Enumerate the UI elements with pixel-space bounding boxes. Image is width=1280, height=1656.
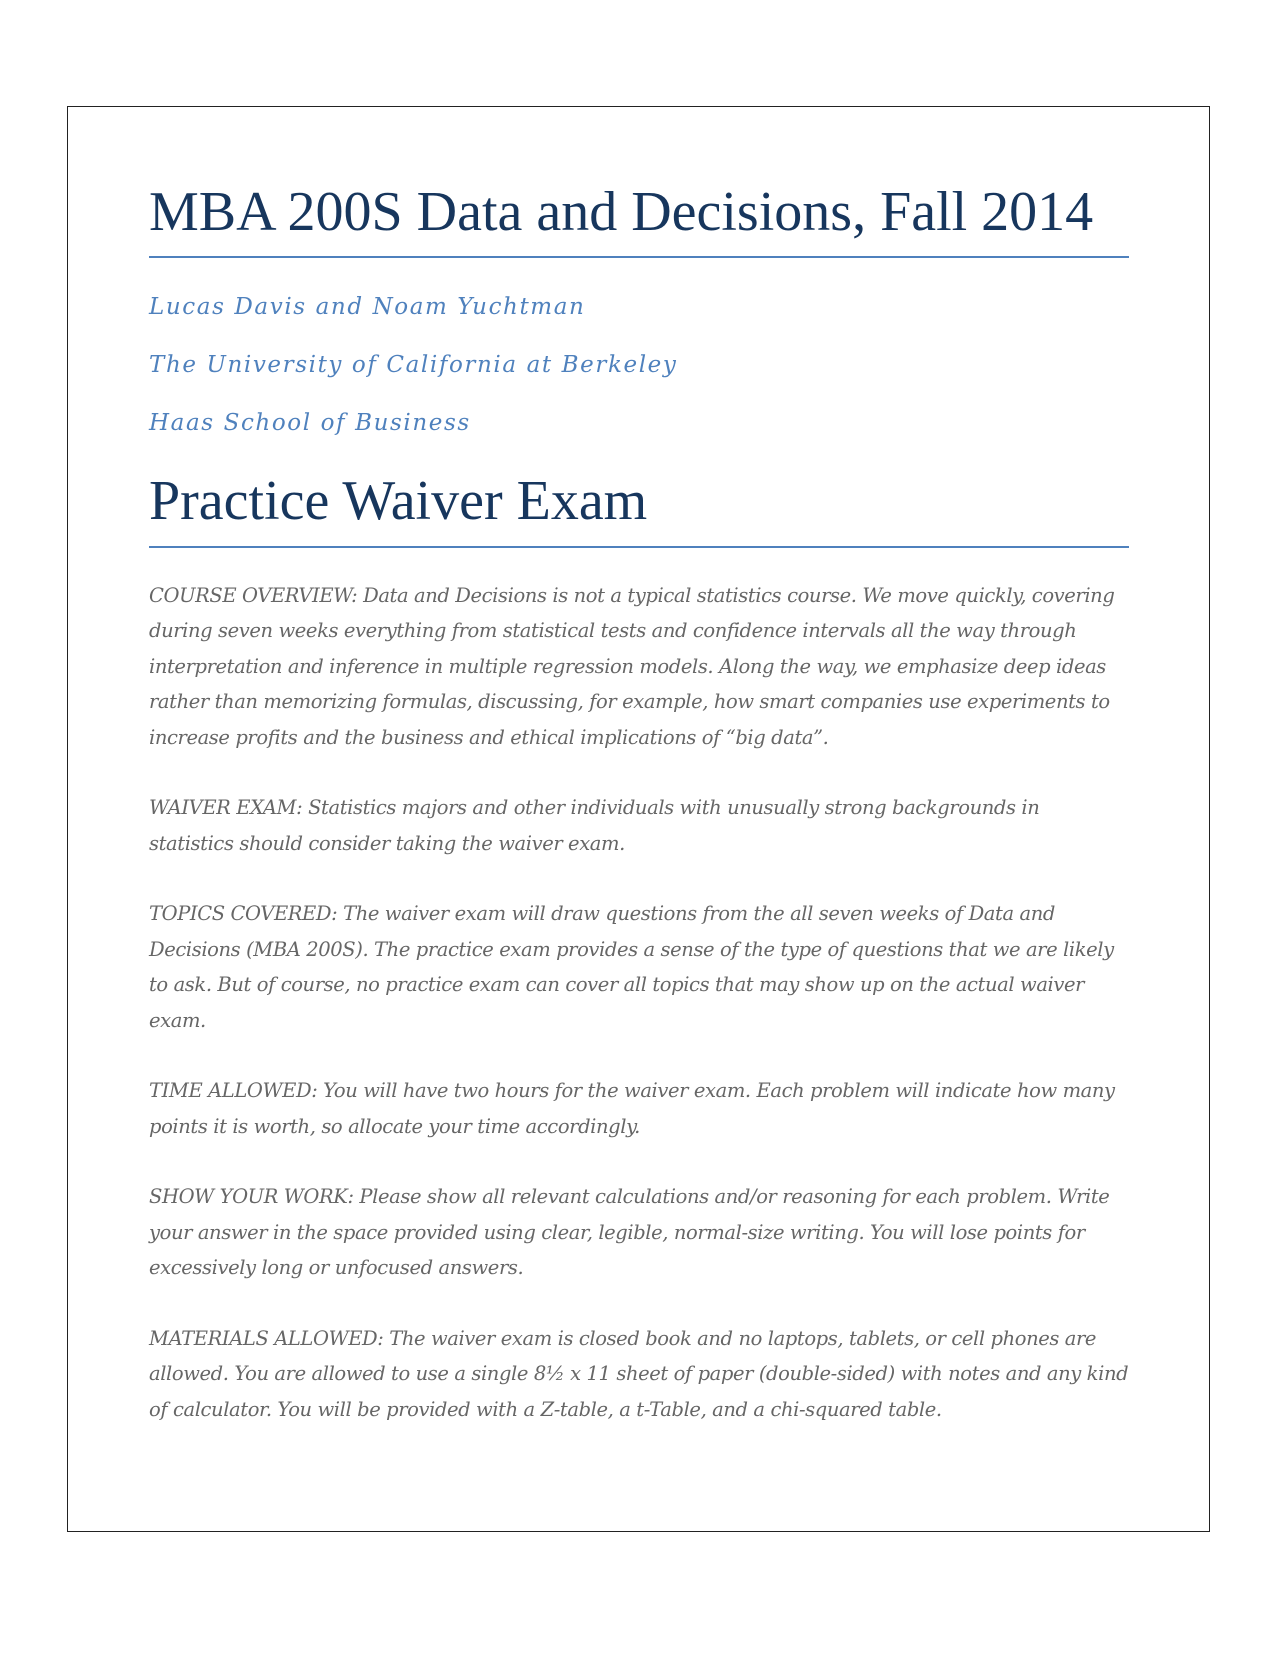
school-line: Haas School of Business [149, 409, 471, 436]
paragraph-topics-covered: TOPICS COVERED: The waiver exam will draw questions from the all seven weeks of Data and Decisions (MBA 200S). The practice exam provides a sense of the type of questions that we are likely to ask. But of course, no practice exam can cover all topics that may show up on the actual waiver exam. [149, 902, 1114, 1032]
paragraph-course-overview: COURSE OVERVIEW: Data and Decisions is not a typical statistics course. We move quickly, covering during seven weeks everything from statistical tests and confidence intervals all the way through interpretation and inference in multiple regression models. Along the way, we emphasize deep ideas rather than memorizing formulas, discussing, for example, how smart companies use experiments to increase profits and the business and ethical implications of “big data”. [149, 583, 1115, 749]
document-content [149, 180, 1129, 1462]
section-title: Practice Waiver Exam [149, 469, 1129, 547]
paragraph-show-your-work: SHOW YOUR WORK: Please show all relevant calculations and/or reasoning for each problem. Write your answer in the space provided using clear, legible, normal-size writing. You will lose points for excessively long or unfocused answers. [149, 1185, 1110, 1280]
university-line: The University of California at Berkeley [149, 351, 678, 378]
authors-line: Lucas Davis and Noam Yuchtman [149, 294, 586, 321]
paragraph-waiver-exam: WAIVER EXAM: Statistics majors and other individuals with unusually strong backgrounds in statistics should consider taking the waiver exam. [149, 796, 1040, 855]
paragraph-materials-allowed: MATERIALS ALLOWED: The waiver exam is closed book and no laptops, tablets, or cell phones are allowed. You are allowed to use a single 8½ x 11 sheet of paper (double-sided) with notes and any kind of calculator. You will be provided with a Z-table, a t-Table, and a chi-squared table. [149, 1326, 1129, 1421]
paragraph-time-allowed: TIME ALLOWED: You will have two hours for the waiver exam. Each problem will indicate how many points it is worth, so allocate your time accordingly. [149, 1079, 1115, 1138]
document-title: MBA 200S Data and Decisions, Fall 2014 [149, 180, 1129, 258]
exam-instructions [149, 578, 1129, 1428]
